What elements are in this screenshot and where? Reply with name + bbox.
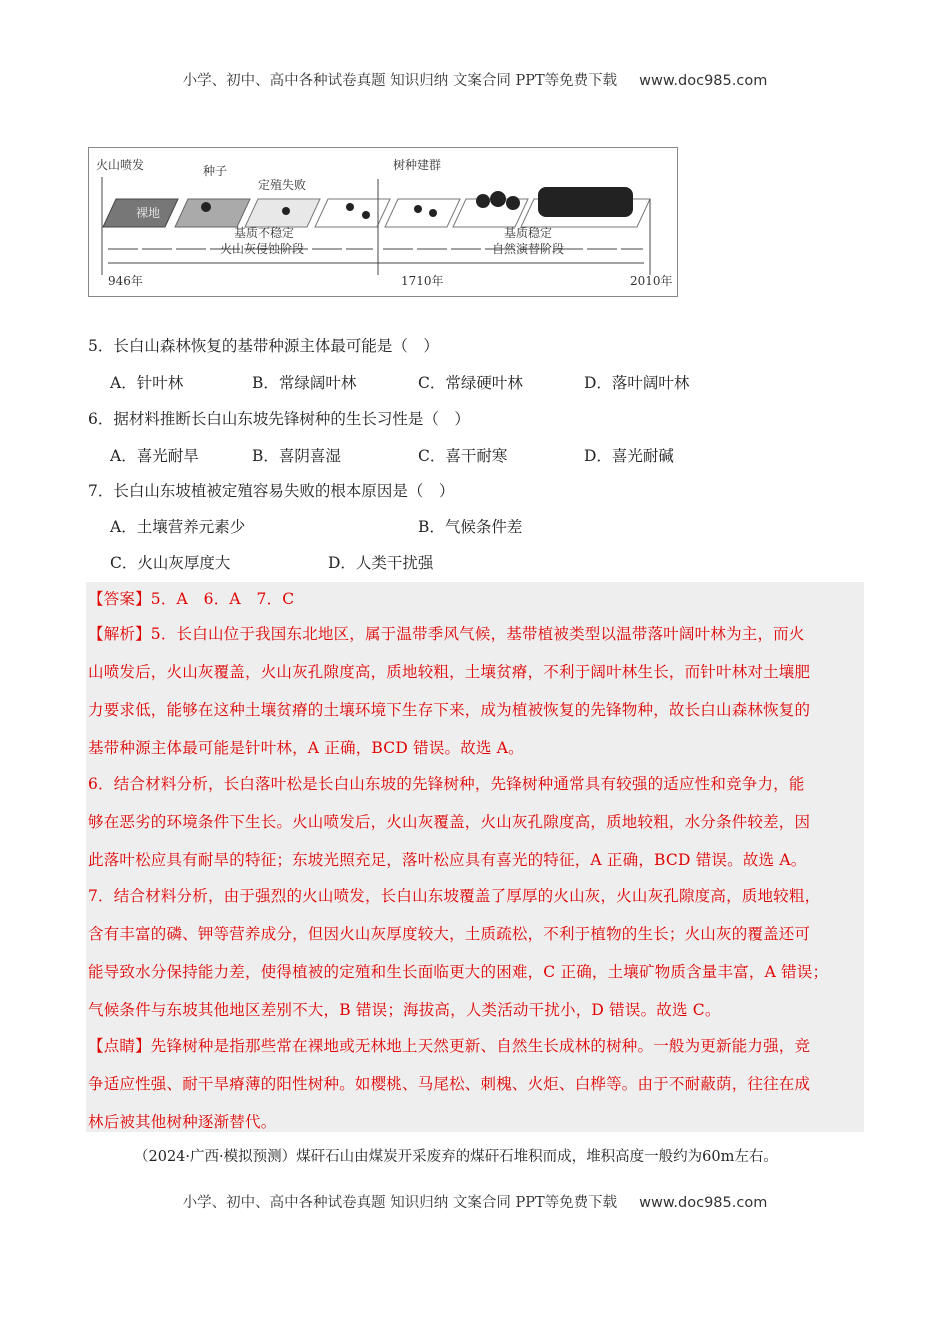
q7-option-c: C．火山灰厚度大 bbox=[110, 554, 231, 572]
q5-option-a: A．针叶林 bbox=[110, 374, 184, 392]
analysis-line: 山喷发后，火山灰覆盖，火山灰孔隙度高，质地较粗，土壤贫瘠，不利于阔叶林生长，而针叶林对土壤肥 bbox=[88, 663, 811, 681]
seed-panel bbox=[175, 199, 250, 227]
footer-url[interactable]: www.doc985.com bbox=[639, 1195, 768, 1211]
question-5-stem: 5．长白山森林恢复的基带种源主体最可能是（ ） bbox=[88, 337, 439, 355]
tip-line: 【点睛】先锋树种是指那些常在裸地或无林地上天然更新、自然生长成林的树种。一般为更新能力强，竞 bbox=[88, 1037, 811, 1055]
analysis-line: 气候条件与东坡其他地区差别不大，B 错误；海拔高，人类活动干扰小，D 错误。故选 C。 bbox=[88, 1001, 721, 1019]
label-seed: 种子 bbox=[203, 164, 228, 178]
label-stage1: 火山灰侵蚀阶段 bbox=[220, 242, 305, 256]
header-url[interactable]: www.doc985.com bbox=[639, 73, 768, 89]
next-material-intro: （2024·广西·模拟预测）煤矸石山由煤炭开采废弃的煤矸石堆积而成，堆积高度一般约为60m左右。 bbox=[134, 1149, 778, 1165]
q6-option-c: C．喜干耐寒 bbox=[418, 447, 508, 465]
header-text: 小学、初中、高中各种试卷真题 知识归纳 文案合同 PPT等免费下载 bbox=[182, 73, 618, 89]
q5-option-b: B．常绿阔叶林 bbox=[252, 374, 357, 392]
label-unstable: 基质不稳定 bbox=[234, 226, 295, 240]
label-eruption: 火山喷发 bbox=[96, 158, 145, 172]
fail-panel bbox=[245, 199, 320, 227]
analysis-line: 基带种源主体最可能是针叶林，A 正确，BCD 错误。故选 A。 bbox=[88, 739, 524, 757]
analysis-line: 7．结合材料分析，由于强烈的火山喷发，长白山东坡覆盖了厚厚的火山灰，火山灰孔隙度高，质地较粗， bbox=[88, 887, 821, 905]
q5-option-c: C．常绿硬叶林 bbox=[418, 374, 523, 392]
analysis-line: 此落叶松应具有耐旱的特征；东坡光照充足，落叶松应具有喜光的特征，A 正确，BCD 错误。故选 A。 bbox=[88, 851, 807, 869]
tip-line: 林后被其他树种逐渐替代。 bbox=[88, 1113, 277, 1131]
label-establish: 树种建群 bbox=[393, 158, 442, 172]
question-7-stem: 7．长白山东坡植被定殖容易失败的根本原因是（ ） bbox=[88, 482, 455, 500]
page-footer bbox=[0, 1191, 950, 1212]
analysis-line: 【解析】5．长白山位于我国东北地区，属于温带季风气候，基带植被类型以温带落叶阔叶林为主，而火 bbox=[88, 625, 805, 643]
q6-option-a: A．喜光耐旱 bbox=[110, 447, 199, 465]
label-bare: 裸地 bbox=[136, 206, 161, 220]
answer-key: 【答案】5．A 6．A 7．C bbox=[88, 590, 295, 608]
q5-option-d: D．落叶阔叶林 bbox=[584, 374, 690, 392]
analysis-line: 力要求低，能够在这种土壤贫瘠的土壤环境下生存下来，成为植被恢复的先锋物种，故长白山森林恢复的 bbox=[88, 701, 811, 719]
analysis-line: 含有丰富的磷、钾等营养成分，但因火山灰厚度较大，土质疏松，不利于植物的生长；火山灰的覆盖还可 bbox=[88, 925, 811, 943]
question-6-stem: 6．据材料推断长白山东坡先锋树种的生长习性是（ ） bbox=[88, 410, 470, 428]
label-stable: 基质稳定 bbox=[504, 226, 553, 240]
q7-option-a: A．土壤营养元素少 bbox=[110, 518, 246, 536]
label-year-946: 946年 bbox=[108, 274, 143, 288]
establish-panel bbox=[385, 199, 460, 227]
sparse-panel bbox=[315, 199, 390, 227]
q6-option-d: D．喜光耐碱 bbox=[584, 447, 674, 465]
label-year-2010: 2010年 bbox=[630, 274, 673, 288]
analysis-line: 够在恶劣的环境条件下生长。火山喷发后，火山灰覆盖，火山灰孔隙度高，质地较粗，水分条件较差，因 bbox=[88, 813, 811, 831]
analysis-line: 6．结合材料分析，长白落叶松是长白山东坡的先锋树种，先锋树种通常具有较强的适应性和竞争力，能 bbox=[88, 775, 805, 793]
label-fail: 定殖失败 bbox=[258, 178, 307, 192]
label-year-1710: 1710年 bbox=[401, 274, 444, 288]
q7-option-b: B．气候条件差 bbox=[418, 518, 523, 536]
analysis-line: 能导致水分保持能力差，使得植被的定殖和生长面临更大的困难，C 正确，土壤矿物质含量丰富，A 错误； bbox=[88, 963, 829, 981]
q6-option-b: B．喜阴喜湿 bbox=[252, 447, 341, 465]
tip-line: 争适应性强、耐干旱瘠薄的阳性树种。如樱桃、马尾松、刺槐、火炬、白桦等。由于不耐蔽荫，往往在成 bbox=[88, 1075, 811, 1093]
page-header bbox=[0, 69, 950, 90]
q7-option-d: D．人类干扰强 bbox=[328, 554, 434, 572]
label-stage2: 自然演替阶段 bbox=[492, 242, 565, 256]
succession-diagram bbox=[88, 147, 678, 297]
footer-text: 小学、初中、高中各种试卷真题 知识归纳 文案合同 PPT等免费下载 bbox=[182, 1195, 618, 1211]
